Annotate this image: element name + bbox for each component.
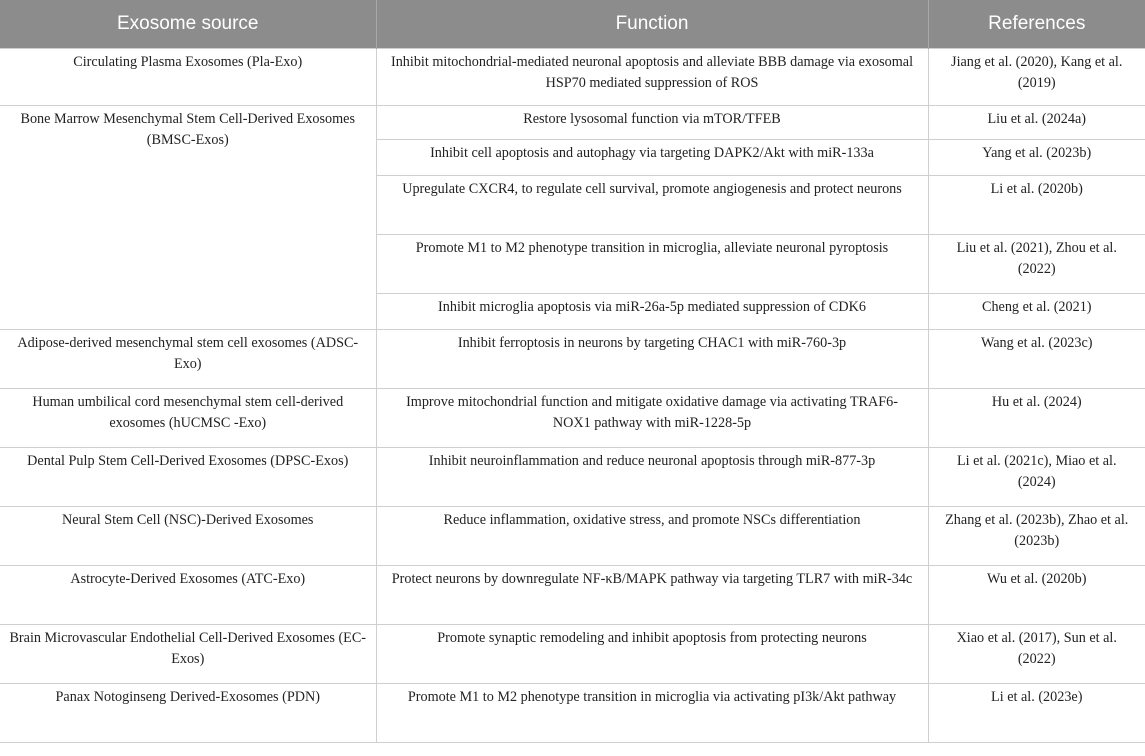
- references-cell: Yang et al. (2023b): [928, 140, 1145, 176]
- source-cell: Human umbilical cord mesenchymal stem cell-derived exosomes (hUCMSC -Exo): [0, 389, 376, 448]
- source-cell: Dental Pulp Stem Cell-Derived Exosomes (DPSC-Exos): [0, 448, 376, 507]
- source-cell: Brain Microvascular Endothelial Cell-Derived Exosomes (EC-Exos): [0, 625, 376, 684]
- source-cell: Adipose-derived mesenchymal stem cell exosomes (ADSC-Exo): [0, 330, 376, 389]
- function-cell: Restore lysosomal function via mTOR/TFEB: [376, 106, 928, 140]
- table-row: [0, 684, 1145, 743]
- function-cell: Inhibit cell apoptosis and autophagy via targeting DAPK2/Akt with miR-133a: [376, 140, 928, 176]
- references-cell: Liu et al. (2024a): [928, 106, 1145, 140]
- function-cell: Inhibit mitochondrial-mediated neuronal apoptosis and alleviate BBB damage via exosomal HSP70 mediated suppression of ROS: [376, 49, 928, 106]
- header-exosome-source: Exosome source: [0, 0, 376, 49]
- header-row: [0, 0, 1145, 49]
- source-cell: Circulating Plasma Exosomes (Pla-Exo): [0, 49, 376, 106]
- references-cell: Jiang et al. (2020), Kang et al. (2019): [928, 49, 1145, 106]
- function-cell: Inhibit ferroptosis in neurons by targeting CHAC1 with miR-760-3p: [376, 330, 928, 389]
- source-cell: Panax Notoginseng Derived-Exosomes (PDN): [0, 684, 376, 743]
- references-cell: Xiao et al. (2017), Sun et al. (2022): [928, 625, 1145, 684]
- table-row: [0, 566, 1145, 625]
- table-row: [0, 507, 1145, 566]
- references-cell: Cheng et al. (2021): [928, 294, 1145, 330]
- table-row: [0, 625, 1145, 684]
- function-cell: Promote M1 to M2 phenotype transition in microglia, alleviate neuronal pyroptosis: [376, 235, 928, 294]
- function-cell: Improve mitochondrial function and mitigate oxidative damage via activating TRAF6- NOX1 pathway with miR-1228-5p: [376, 389, 928, 448]
- table-row: [0, 330, 1145, 389]
- references-cell: Wang et al. (2023c): [928, 330, 1145, 389]
- references-cell: Li et al. (2023e): [928, 684, 1145, 743]
- function-cell: Reduce inflammation, oxidative stress, and promote NSCs differentiation: [376, 507, 928, 566]
- source-cell: Neural Stem Cell (NSC)-Derived Exosomes: [0, 507, 376, 566]
- references-cell: Li et al. (2020b): [928, 176, 1145, 235]
- references-cell: Li et al. (2021c), Miao et al. (2024): [928, 448, 1145, 507]
- function-cell: Promote M1 to M2 phenotype transition in microglia via activating pI3k/Akt pathway: [376, 684, 928, 743]
- table-row: [0, 389, 1145, 448]
- references-cell: Liu et al. (2021), Zhou et al. (2022): [928, 235, 1145, 294]
- references-cell: Wu et al. (2020b): [928, 566, 1145, 625]
- function-cell: Inhibit neuroinflammation and reduce neuronal apoptosis through miR-877-3p: [376, 448, 928, 507]
- table-row: [0, 106, 1145, 140]
- references-cell: Hu et al. (2024): [928, 389, 1145, 448]
- references-cell: Zhang et al. (2023b), Zhao et al. (2023b): [928, 507, 1145, 566]
- function-cell: Promote synaptic remodeling and inhibit apoptosis from protecting neurons: [376, 625, 928, 684]
- source-cell: Bone Marrow Mesenchymal Stem Cell-Derived Exosomes (BMSC-Exos): [0, 106, 376, 330]
- header-function: Function: [376, 0, 928, 49]
- function-cell: Protect neurons by downregulate NF-κB/MAPK pathway via targeting TLR7 with miR-34c: [376, 566, 928, 625]
- function-cell: Upregulate CXCR4, to regulate cell survival, promote angiogenesis and protect neurons: [376, 176, 928, 235]
- header-references: References: [928, 0, 1145, 49]
- table-row: [0, 49, 1145, 106]
- function-cell: Inhibit microglia apoptosis via miR-26a-5p mediated suppression of CDK6: [376, 294, 928, 330]
- source-cell: Astrocyte-Derived Exosomes (ATC-Exo): [0, 566, 376, 625]
- table-row: [0, 448, 1145, 507]
